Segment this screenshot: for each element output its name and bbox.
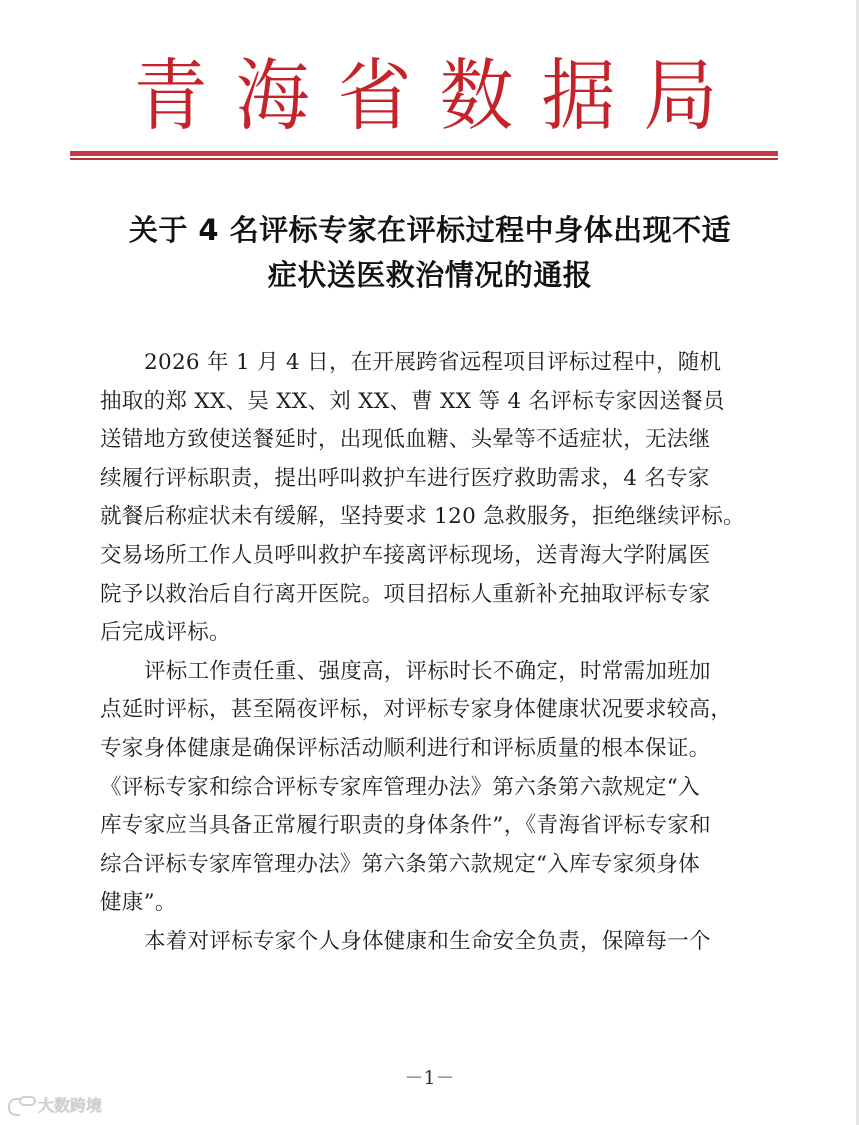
- brand-logo-icon: [8, 1096, 34, 1114]
- masthead-title: 青海省数据局: [133, 50, 746, 142]
- body-line: 续履行评标职责，提出呼叫救护车进行医疗救助需求，4 名专家: [100, 465, 710, 491]
- body-line: 送错地方致使送餐延时，出现低血糖、头晕等不适症状，无法继: [100, 427, 711, 453]
- body-line: 健康”。: [100, 890, 177, 916]
- watermark: [8, 1093, 102, 1116]
- body-line: 就餐后称症状未有缓解，坚持要求 120 急救服务，拒绝继续评标。: [100, 504, 745, 530]
- body-line: 专家身体健康是确保评标活动顺利进行和评标质量的根本保证。: [100, 735, 711, 761]
- masthead-red-rule-thin: [70, 158, 778, 160]
- body-line: 点延时评标，甚至隔夜评标，对评标专家身体健康状况要求较高，: [100, 697, 733, 723]
- watermark-text: 大数跨境: [38, 1096, 103, 1115]
- masthead: [0, 48, 859, 144]
- body-line: 本着对评标专家个人身体健康和生命安全负责，保障每一个: [144, 928, 711, 954]
- page-number: －1－: [404, 1067, 455, 1089]
- document-body: [100, 344, 780, 962]
- body-line: 抽取的郑 XX、吴 XX、刘 XX、曹 XX 等 4 名评标专家因送餐员: [100, 388, 725, 414]
- body-line: 《评标专家和综合评标专家库管理办法》第六条第六款规定“入: [100, 774, 700, 800]
- body-line: 评标工作责任重、强度高，评标时长不确定，时常需加班加: [144, 658, 711, 684]
- body-line: 库专家应当具备正常履行职责的身体条件”，《青海省评标专家和: [100, 813, 711, 839]
- masthead-red-rule-thick: [70, 151, 778, 156]
- document-title-line-2: 症状送医救治情况的通报: [267, 258, 593, 292]
- body-line: 交易场所工作人员呼叫救护车接离评标现场，送青海大学附属医: [100, 542, 711, 568]
- body-line: 院予以救治后自行离开医院。项目招标人重新补充抽取评标专家: [100, 581, 711, 607]
- document-title: [80, 208, 780, 298]
- body-line: 2026 年 1 月 4 日，在开展跨省远程项目评标过程中，随机: [144, 350, 722, 375]
- document-title-line-1: 关于 4 名评标专家在评标过程中身体出现不适: [128, 213, 732, 247]
- body-line: 后完成评标。: [100, 620, 231, 646]
- body-line: 综合评标专家库管理办法》第六条第六款规定“入库专家须身体: [100, 851, 700, 877]
